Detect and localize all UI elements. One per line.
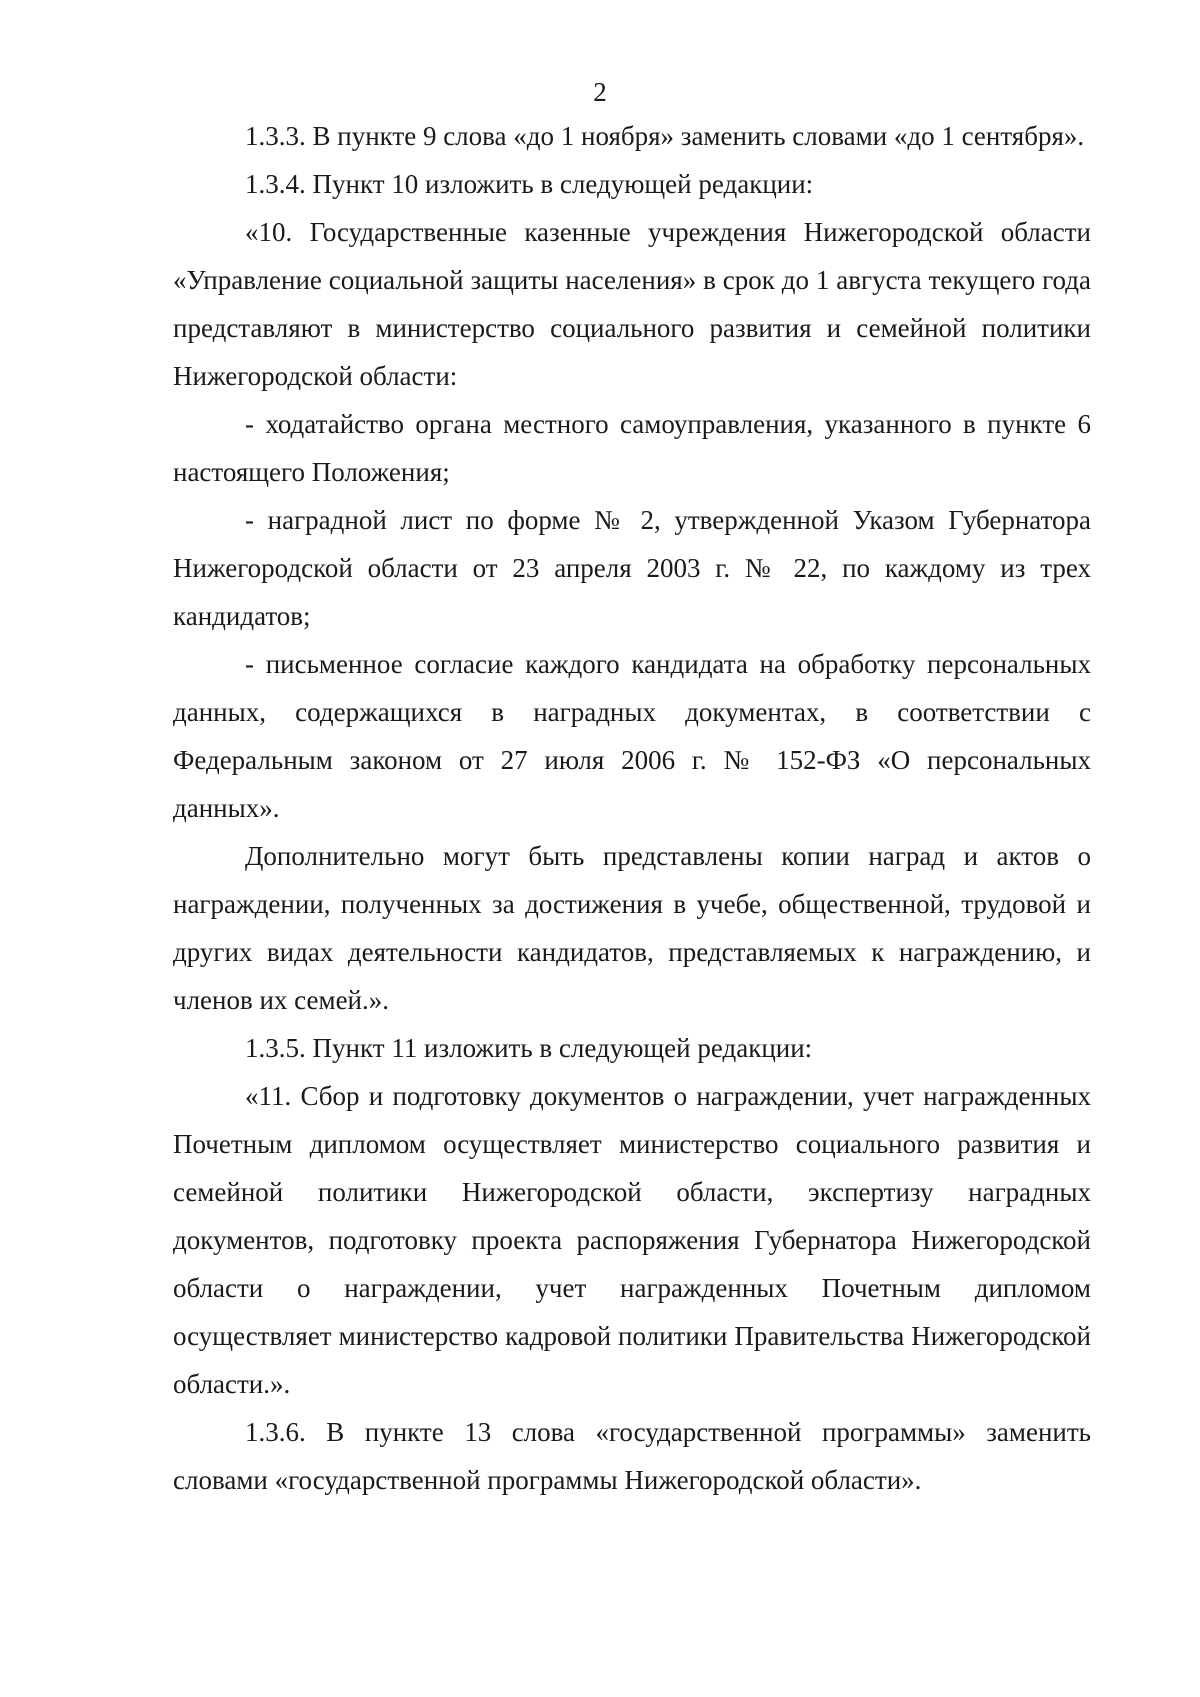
paragraph-item-10: «10. Государственные казенные учреждения Нижегородской области «Управление социальной защиты населения» в срок до 1 августа текущего года представляют в министерство социального развития и семейной политики Нижегородской области: [173,217,1091,391]
paragraph-list-petition: - ходатайство органа местного самоуправления, указанного в пункте 6 настоящего Положения; [173,409,1091,487]
paragraph-additional-copies: Дополнительно могут быть представлены копии наград и актов о награждении, полученных за достижения в учебе, общественной, трудовой и других видах деятельности кандидатов, представляемых к награждению, и членов их семей.». [173,841,1091,1015]
page-number: 2 [593,77,607,107]
paragraph-1-3-3: 1.3.3. В пункте 9 слова «до 1 ноября» заменить словами «до 1 сентября». [245,121,1085,151]
paragraph-1-3-5: 1.3.5. Пункт 11 изложить в следующей редакции: [245,1033,813,1063]
paragraph-1-3-6: 1.3.6. В пункте 13 слова «государственной программы» заменить словами «государственной программы Нижегородской области». [173,1417,1091,1495]
paragraph-1-3-4: 1.3.4. Пункт 10 изложить в следующей редакции: [245,169,814,199]
paragraph-item-11: «11. Сбор и подготовку документов о награждении, учет награжденных Почетным дипломом осуществляет министерство социального развития и семейной политики Нижегородской области, экспертизу наградных документов, подготовку проекта распоряжения Губернатора Нижегородской области о награждении, учет награжденных Почетным дипломом осуществляет министерство кадровой политики Правительства Нижегородской области.». [173,1081,1091,1399]
paragraph-list-award-sheet: - наградной лист по форме № 2, утвержденной Указом Губернатора Нижегородской области от 23 апреля 2003 г. № 22, по каждому из трех кандидатов; [173,505,1091,631]
document-body [173,112,1091,1504]
paragraph-list-consent: - письменное согласие каждого кандидата на обработку персональных данных, содержащихся в наградных документах, в соответствии с Федеральным законом от 27 июля 2006 г. № 152-ФЗ «О персональных данных». [173,649,1091,823]
